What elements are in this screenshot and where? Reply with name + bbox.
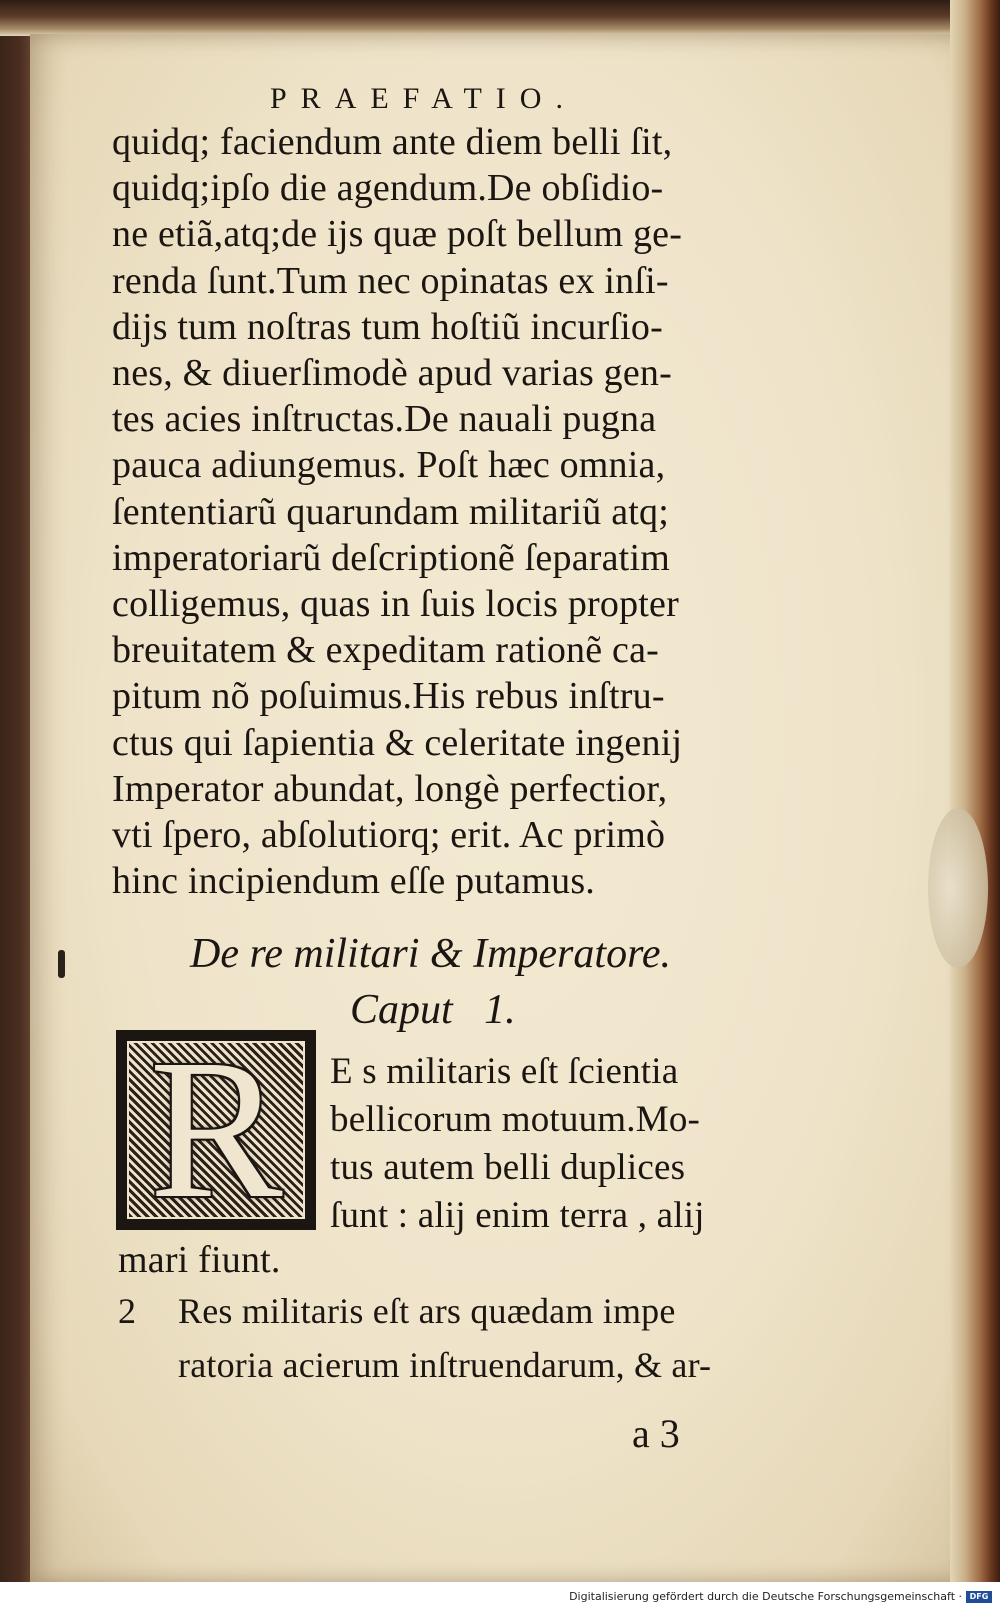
preface-line: quidq;ipſo die agendum.De obſidio- — [112, 167, 664, 210]
section-2-line: Res militaris eſt ars quædam impe — [178, 1291, 676, 1331]
decorated-initial — [116, 1019, 316, 1240]
preface-line: ſententiarũ quarundam militariũ atq; — [112, 490, 669, 533]
preface-line: ctus qui ſapientia & celeritate ingenij — [112, 721, 683, 764]
digitization-credit — [569, 1590, 992, 1603]
preface-line: breuitatem & expeditam rationẽ ca- — [112, 629, 660, 672]
preface-line: pauca adiungemus. Poſt hæc omnia, — [112, 444, 666, 487]
preface-line: vti ſpero, abſolutiorq; erit. Ac primò — [112, 814, 666, 856]
book-right-edge — [950, 0, 1000, 1582]
credit-text: Digitalisierung gefördert durch die Deutsche Forschungsgemeinschaft · — [569, 1590, 962, 1603]
preface-line: pitum nõ poſuimus.His rebus inſtru- — [112, 675, 665, 718]
section-2-line: ratoria acierum inſtruendarum, & ar- — [178, 1345, 712, 1385]
section-1-line: E s militaris eſt ſcientia — [330, 1051, 679, 1092]
section-1-line: bellicorum motuum.Mo- — [330, 1099, 701, 1140]
margin-mark — [58, 950, 65, 978]
preface-line: ne etiã,atq;de ijs quæ poſt bellum ge- — [112, 213, 683, 256]
section-1-tail: mari fiunt. — [118, 1239, 281, 1281]
initial-letter: R — [149, 1019, 283, 1240]
preface-line: colligemus, quas in ſuis locis propter — [112, 583, 679, 625]
preface-line: hinc incipiendum eſſe putamus. — [112, 860, 596, 903]
preface-line: dijs tum noſtras tum hoſtiũ incurſio- — [112, 305, 663, 348]
page-clip — [928, 808, 988, 968]
chapter-title: De re militari & Imperatore. — [190, 931, 671, 977]
preface-line: tes acies inſtructas.De nauali pugna — [112, 398, 657, 441]
book-top-edge — [0, 0, 1000, 36]
preface-line: Imperator abundat, longè perfectior, — [112, 767, 668, 810]
preface-line: nes, & diuerſimodè apud varias gen- — [112, 352, 672, 394]
preface-line: imperatoriarũ deſcriptionẽ ſeparatim — [112, 536, 670, 579]
signature-mark: a 3 — [632, 1411, 680, 1456]
section-1-line: tus autem belli duplices — [330, 1147, 686, 1188]
section-1-line: ſunt : alij enim terra , alij — [330, 1195, 705, 1236]
preface-line: renda ſunt.Tum nec opinatas ex inſi- — [112, 259, 669, 302]
section-2-number: 2 — [118, 1291, 137, 1331]
dfg-logo: DFG — [966, 1591, 992, 1603]
preface-line: quidq; faciendum ante diem belli ſit, — [112, 121, 673, 163]
chapter-number: Caput 1. — [350, 987, 516, 1033]
running-head: PRAEFATIO. — [270, 82, 577, 115]
